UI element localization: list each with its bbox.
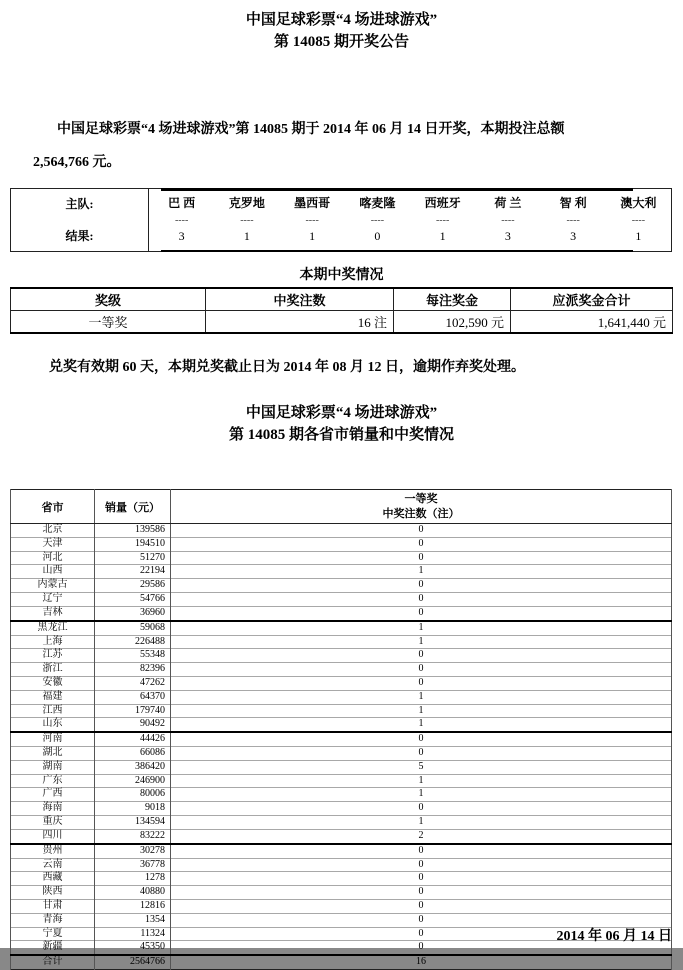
team-name: 巴 西 [168,196,196,210]
sales-cell: 29586 [95,579,171,593]
sales-cell: 2564766 [95,955,171,969]
province-cell: 陕西 [11,886,95,900]
table-row [11,816,672,830]
match-column [606,189,671,251]
province-title-line-2: 第 14085 期各省市销量和中奖情况 [228,427,454,443]
province-cell: 广东 [11,774,95,788]
table-row [11,760,672,774]
province-cell: 江西 [11,704,95,718]
match-columns [149,189,671,251]
sales-cell: 36778 [95,858,171,872]
intro-paragraph [33,113,647,179]
score-separator: ---- [435,214,450,226]
province-cell: 贵州 [11,844,95,858]
prize-count-cell: 0 [171,941,672,955]
prize-count-cell: 1 [171,718,672,732]
prize-header-count: 中奖注数 [206,288,394,311]
province-cell: 湖南 [11,760,95,774]
table-row [11,551,672,565]
prize-count-cell: 0 [171,802,672,816]
prize-count-cell: 0 [171,593,672,607]
table-row [11,593,672,607]
prize-count-cell: 1 [171,816,672,830]
prize-count-cell: 16 注 [206,311,394,334]
province-cell: 湖北 [11,747,95,761]
table-row [11,858,672,872]
province-cell: 河南 [11,732,95,746]
score-separator: ---- [240,214,254,226]
prize-count-cell: 0 [171,524,672,538]
table-row [11,886,672,900]
province-cell: 江苏 [11,649,95,663]
score-separator: ---- [370,214,385,226]
prize-count-cell: 1 [171,774,672,788]
province-cell: 内蒙古 [11,579,95,593]
first-prize-header-line-1: 一等奖 [404,492,438,505]
prize-summary-table [10,287,673,334]
province-cell: 山东 [11,718,95,732]
province-cell: 河北 [11,551,95,565]
sales-cell: 9018 [95,802,171,816]
prize-count-cell: 1 [171,704,672,718]
prize-count-cell: 0 [171,663,672,677]
province-cell: 北京 [11,524,95,538]
score-separator: ---- [305,214,319,226]
team-name: 西班牙 [424,196,461,210]
table-row [11,311,673,334]
sales-cell: 22194 [95,565,171,579]
score-separator: ---- [631,214,646,226]
issue-date: 2014 年 06 月 14 日 [556,929,672,944]
score-separator: ---- [501,214,515,226]
sales-cell: 54766 [95,593,171,607]
sales-cell: 90492 [95,718,171,732]
prize-count-cell: 1 [171,621,672,635]
sales-cell: 51270 [95,551,171,565]
table-row [11,579,672,593]
province-cell: 重庆 [11,816,95,830]
sales-cell: 139586 [95,524,171,538]
match-column [214,189,279,251]
prize-count-cell: 1 [171,788,672,802]
province-cell: 广西 [11,788,95,802]
table-row [11,829,672,843]
sales-cell: 1354 [95,913,171,927]
table-row [11,872,672,886]
prize-header-per-prize: 每注奖金 [394,288,511,311]
sales-cell: 36960 [95,606,171,620]
prize-count-cell: 0 [171,676,672,690]
prize-count-cell: 0 [171,579,672,593]
table-row [11,802,672,816]
province-cell: 山西 [11,565,95,579]
sales-cell: 386420 [95,760,171,774]
sales-cell: 83222 [95,829,171,843]
sales-cell: 12816 [95,899,171,913]
match-result: 3 [570,229,577,243]
match-column [410,189,475,251]
table-row [11,565,672,579]
intro-line-2: 2,564,766 元。 [33,155,121,170]
table-row [11,704,672,718]
sales-cell: 134594 [95,816,171,830]
prize-count-cell: 16 [171,955,672,969]
sales-cell: 179740 [95,704,171,718]
sales-cell: 30278 [95,844,171,858]
sales-cell: 44426 [95,732,171,746]
prize-count-cell: 0 [171,551,672,565]
table-row [11,606,672,620]
province-title-line-1: 中国足球彩票“4 场进球游戏” [245,405,438,421]
table-row [11,649,672,663]
match-result: 3 [504,229,511,243]
province-cell: 新疆 [11,941,95,955]
sales-cell: 11324 [95,927,171,941]
province-header-row [11,490,672,524]
score-separator: ---- [566,214,580,226]
table-row [11,788,672,802]
sales-cell: 82396 [95,663,171,677]
home-team-label: 主队: [65,197,94,211]
province-cell: 云南 [11,858,95,872]
team-name: 澳大利 [620,196,657,210]
match-row-labels [11,189,149,251]
intro-line-1: 中国足球彩票“4 场进球游戏”第 14085 期于 2014 年 06 月 14 日开奖，本期投注总额 [57,122,565,137]
prize-header-level: 奖级 [11,288,206,311]
province-cell: 福建 [11,690,95,704]
team-name: 墨西哥 [294,196,331,210]
match-result: 1 [635,229,642,243]
score-separator: ---- [174,214,189,226]
prize-header-total: 应派奖金合计 [511,288,673,311]
table-row [11,676,672,690]
table-row [11,774,672,788]
prize-count-cell: 0 [171,886,672,900]
sales-column-header: 销量（元） [95,490,171,524]
province-cell: 青海 [11,913,95,927]
first-prize-header-line-2: 中奖注数（注） [382,507,460,520]
prize-count-cell: 0 [171,732,672,746]
team-name: 智 利 [559,196,587,210]
result-label: 结果: [65,229,94,243]
thick-border-top [161,188,633,191]
sales-cell: 80006 [95,788,171,802]
sales-cell: 59068 [95,621,171,635]
prize-level-cell: 一等奖 [11,311,206,334]
prize-count-cell: 0 [171,606,672,620]
prize-count-cell: 0 [171,649,672,663]
total-row [11,955,672,969]
sales-cell: 47262 [95,676,171,690]
match-column [280,189,345,251]
province-cell: 西藏 [11,872,95,886]
prize-count-cell: 1 [171,635,672,649]
province-cell: 辽宁 [11,593,95,607]
team-name: 克罗地 [228,196,265,210]
sales-cell: 1278 [95,872,171,886]
table-row [11,899,672,913]
match-column [541,189,606,251]
prize-count-cell: 0 [171,844,672,858]
sales-cell: 55348 [95,649,171,663]
match-results-table [10,188,672,252]
sales-cell: 45350 [95,941,171,955]
province-cell: 宁夏 [11,927,95,941]
match-result: 1 [243,229,250,243]
total-label-cell: 合计 [11,955,95,969]
table-row [11,747,672,761]
table-row [11,718,672,732]
prize-count-cell: 1 [171,690,672,704]
prize-count-cell: 0 [171,872,672,886]
page-title [0,0,683,53]
province-cell: 四川 [11,829,95,843]
table-row [11,621,672,635]
thick-border-bottom [161,250,633,253]
prize-section-title: 本期中奖情况 [299,268,384,283]
table-row [11,690,672,704]
prize-count-cell: 0 [171,927,672,941]
prize-header-row [11,288,673,311]
per-prize-cell: 102,590 元 [394,311,511,334]
match-result: 0 [374,229,381,243]
prize-count-cell: 0 [171,747,672,761]
prize-count-cell: 0 [171,899,672,913]
prize-total-cell: 1,641,440 元 [511,311,673,334]
province-cell: 安徽 [11,676,95,690]
sales-cell: 64370 [95,690,171,704]
match-column [475,189,540,251]
match-result: 1 [439,229,446,243]
province-cell: 天津 [11,537,95,551]
province-cell: 海南 [11,802,95,816]
province-cell: 浙江 [11,663,95,677]
province-cell: 甘肃 [11,899,95,913]
sales-cell: 226488 [95,635,171,649]
sales-cell: 40880 [95,886,171,900]
redemption-notice: 兑奖有效期 60 天，本期兑奖截止日为 2014 年 08 月 12 日，逾期作弃奖处理。 [49,360,525,375]
prize-count-cell: 0 [171,537,672,551]
prize-count-cell: 0 [171,858,672,872]
table-row [11,732,672,746]
province-cell: 吉林 [11,606,95,620]
prize-count-cell: 0 [171,913,672,927]
table-row [11,524,672,538]
team-name: 喀麦隆 [359,196,396,210]
province-sales-table [10,489,672,970]
title-line-1: 中国足球彩票“4 场进球游戏” [245,12,438,28]
sales-cell: 66086 [95,747,171,761]
sales-cell: 246900 [95,774,171,788]
table-row [11,635,672,649]
first-prize-column-header [171,490,672,524]
table-row [11,663,672,677]
province-cell: 黑龙江 [11,621,95,635]
title-line-2: 第 14085 期开奖公告 [273,34,409,50]
prize-count-cell: 5 [171,760,672,774]
province-section-title [0,402,683,446]
prize-count-cell: 1 [171,565,672,579]
prize-count-cell: 2 [171,829,672,843]
match-column [149,189,214,251]
table-row [11,537,672,551]
team-name: 荷 兰 [494,196,522,210]
match-result: 3 [178,229,185,243]
match-column [345,189,410,251]
province-cell: 上海 [11,635,95,649]
province-column-header: 省市 [11,490,95,524]
match-result: 1 [309,229,316,243]
sales-cell: 194510 [95,537,171,551]
table-row [11,844,672,858]
